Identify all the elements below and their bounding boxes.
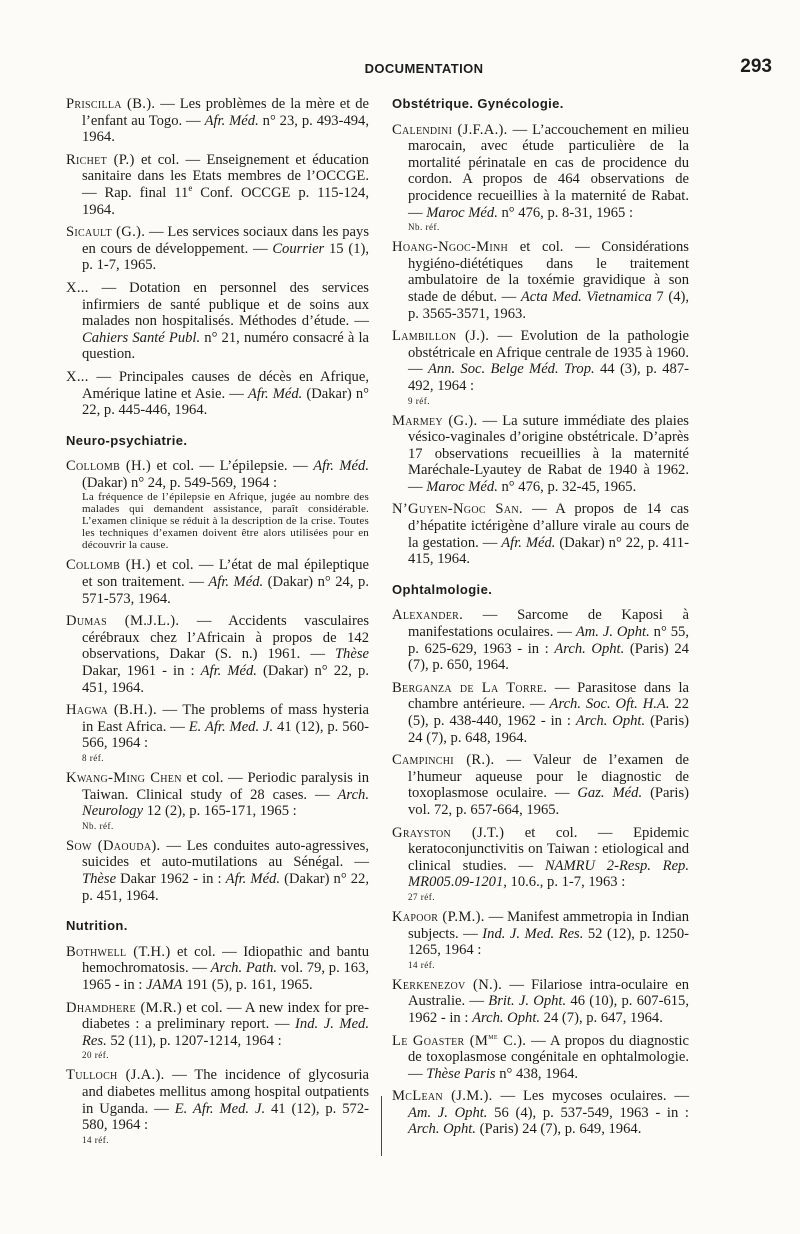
entry-text: — A propos du diagnostic de toxoplasmose congénitale en ophtalmologie. — [408,1032,689,1082]
entry-author: Alexander. [392,607,464,624]
entry-citation: Dakar, 1961 - in : [82,663,201,680]
entry-journal: Maroc Méd. [426,204,498,221]
bibliography-entry [66,1000,369,1062]
entry-text: et col. — Periodic paralysis in Taiwan. Clinical study of 28 cases. — [82,770,370,803]
entry-journal: Afr. Méd. [247,385,303,402]
bibliography-entry [392,413,689,496]
entry-text: — Les problèmes de la mère et de l’enfant au Togo. — [82,96,370,129]
bibliography-entry [66,770,369,832]
entry-journal: Ann. Soc. Belge Méd. Trop. [427,361,595,378]
entry-reference-count: 14 réf. [82,1134,109,1145]
entry-author: Lambillon (J.). [392,328,490,345]
entry-citation: 10.6., p. 1-7, 1963 : [506,874,626,891]
entry-text: — Manifest ammetropia in Indian subjects. — [408,908,689,942]
entry-reference-count: 27 réf. [408,891,435,902]
entry-author: Grayston (J.T.) [392,824,505,841]
entry-journal: Thèse [334,646,369,663]
entry-text: et col. — L’état de mal épileptique et son traitement. — [82,557,369,591]
entry-text: — Sarcome de Kaposi à manifestations oculaires. — [408,607,689,641]
bibliography-entry [392,909,689,971]
entry-text: — Les mycoses oculaires. — [492,1088,689,1105]
entry-text: — The incidence of glycosuria and diabetes mellitus among hospital outpatients in Uganda. — [82,1067,369,1117]
entry-citation: vol. 79, p. 163, 1965 - in : [82,960,369,993]
bibliography-entry [392,239,689,322]
bibliography-entry [392,680,689,746]
entry-citation: (Dakar) n° 22, p. 445-446, 1964. [82,385,369,419]
entry-citation: n° 23, p. 493-494, 1964. [82,112,369,146]
entry-journal: Gaz. Méd. [577,785,643,802]
section-title-neuro: Neuro-psychiatrie. [66,432,188,448]
section-title-obstetrique: Obstétrique. Gynécologie. [392,96,564,111]
entry-reference-count: 20 réf. [82,1050,109,1061]
entry-text: et col. — Considérations hygiéno-diététiques dans le traitement ambulatoire de la toxémie gravidique à son stade de début. — [408,239,689,305]
entry-citation: n° 476, p. 32-45, 1965. [497,478,637,495]
left-column [66,96,369,1152]
entry-citation-secondary: (Paris) 24 (7), p. 649, 1964. [475,1121,642,1138]
entry-citation: n° 438, 1964. [495,1065,579,1082]
entry-text: — Accidents vasculaires cérébraux chez l’Africain à propos de 142 observations, Dakar (S. n.) 1961. — [82,613,370,663]
bibliography-entry [66,838,369,904]
entry-author: Dhamdhere (M.R.) [66,999,183,1016]
entry-text: — A propos de 14 cas d’hépatite ictérigène d’allure virale au cours de la gestation. — [408,501,689,551]
entry-citation-secondary: 191 (5), p. 161, 1965. [182,976,313,993]
entry-journal-secondary: Afr. Méd. [200,663,257,680]
entry-journal: Afr. Méd. [501,534,556,551]
entry-citation: 41 (12), p. 560-566, 1964 : [82,718,369,752]
entry-author: Kerkenezov (N.). [392,976,503,993]
entry-text: et col. — L’épilepsie. — [150,458,314,475]
entry-citation: Conf. OCCGE p. 115-124, 1964. [82,184,369,218]
entry-citation: 46 (10), p. 607-615, 1962 - in : [408,993,689,1026]
entry-text: et col. — Enseignement et éducation sanitaire dans les Etats membres de l’OCCGE. — Rap. final 11 [82,151,369,201]
entry-text: et col. — A new index for pre-diabetes : a preliminary report. — [82,999,369,1033]
entry-text: — Principales causes de décès en Afrique, Amérique latine et Asie. — [82,368,369,402]
entry-journal: NAMRU 2-Resp. Rep. MR005.09-1201, [408,857,689,891]
entry-author: Kwang-Ming Chen [66,770,182,786]
entry-author: McLean (J.M.). [392,1088,493,1105]
entry-journal: E. Afr. Med. J. [188,718,274,735]
bibliography-entry [66,224,369,274]
entry-citation: Dakar 1962 - in : [116,870,226,887]
section-title-nutrition: Nutrition. [66,918,128,934]
entry-journal: Brit. J. Opht. [488,993,567,1010]
entry-journal: Maroc Méd. [426,478,498,495]
entry-author: Hoang-Ngoc-Minh [392,239,509,256]
entry-author: X... [66,279,89,296]
entry-text: — Valeur de l’examen de l’humeur aqueuse pour le diagnostic de toxoplasmose oculaire. — [408,752,689,802]
entry-reference-count: 9 réf. [408,395,430,406]
entry-journal: Afr. Méd. [208,574,264,591]
bibliography-entry [392,328,689,406]
entry-text: — Dotation en personnel des services infirmiers de santé publique et de soins aux malades non hospitalisés. Méthodes d’étude. — [82,279,369,330]
entry-reference-count: Nb. réf. [408,222,440,233]
bibliography-entry [392,1030,689,1083]
entry-journal: Afr. Méd. [204,112,259,129]
entry-abstract: La fréquence de l’épilepsie en Afrique, jugée au nombre des malades qui demandent assistance, paraît considérable. L’examen clinique se réduit à la description de la crise. Toutes les techniques d’examen doivent être alors utilisées pour en découvrir la cause. [82,491,369,552]
entry-citation: n° 55, p. 625-629, 1963 - in : [408,624,689,657]
entry-citation: 52 (12), p. 1250-1265, 1964 : [408,925,689,959]
entry-citation: n° 476, p. 8-31, 1965 : [497,204,633,221]
entry-text: — Les services sociaux dans les pays en cours de développement. — [82,224,369,257]
page-number: 293 [740,56,772,77]
entry-journal: Am. J. Opht. [575,624,650,641]
entry-journal: Ind. J. Med. Res. [82,1016,370,1049]
entry-author: Bothwell (T.H.) [66,943,171,960]
entry-superscript: e [188,183,193,194]
bibliography-entry [392,825,689,903]
entry-citation: n° 21, numéro consacré à la question. [82,329,369,363]
entry-citation: (Dakar) n° 22, p. 411-415, 1964. [408,534,689,568]
bibliography-entry [66,280,369,363]
entry-citation: 41 (12), p. 572-580, 1964 : [82,1100,369,1134]
entry-citation-secondary: (Paris) 24 (7), p. 650, 1964. [408,640,689,674]
entry-author: Collomb (H.) [66,557,151,574]
entry-journal: Am. J. Opht. [408,1104,488,1121]
entry-citation: 7 (4), p. 3565-3571, 1963. [408,288,689,322]
entry-citation-secondary: (Dakar) n° 22, p. 451, 1964. [82,870,369,904]
entry-journal: Acta Med. Vietnamica [520,288,652,305]
entry-author: Berganza de La Torre. [392,679,548,696]
entry-journal: E. Afr. Med. J. [174,1100,266,1117]
entry-text: — Evolution de la pathologie obstétricale en Afrique centrale de 1935 à 1960. — [408,328,689,378]
bibliography-entry [66,944,369,994]
bibliography-entry [392,977,689,1027]
entry-text: — La suture immédiate des plaies vésico-vaginales d’origine obstétricale. D’après 17 observations recueillies à la maternité Maréchale-Lyautey de Rabat de 1940 à 1962. — [408,412,689,495]
entry-citation-secondary: (Paris) 24 (7), p. 648, 1964. [408,713,689,746]
entry-journal-secondary: Arch. Opht. [472,1009,541,1026]
entry-reference-count: 14 réf. [408,959,435,970]
entry-text: — Parasitose dans la chambre antérieure. — [408,679,689,713]
section-title-ophtalmologie: Ophtalmologie. [392,581,493,597]
entry-journal: Thèse Paris [426,1065,496,1082]
right-column [392,96,689,1144]
entry-journal: Arch. Neurology [82,786,369,820]
bibliography-entry [392,122,689,234]
entry-journal: Cahiers Santé Publ. [82,329,201,346]
bibliography-entry [66,613,369,696]
entry-author: Priscilla (B.). [66,96,156,112]
entry-citation: 12 (2), p. 165-171, 1965 : [143,803,297,820]
entry-text: — L’accouchement en milieu marocain, avec étude particulière de la mortalité périnatale en cas de procidence du cordon. A propos de 464 observations de procidence recueillies à la maternité de Rabat. — [408,121,689,221]
bibliography-entry [66,96,369,146]
entry-citation: 15 (1), p. 1-7, 1965. [82,240,369,274]
entry-author: Dumas (M.J.L.). [66,613,180,630]
entry-author-end: C.). [497,1032,527,1049]
bibliography-entry [392,752,689,818]
entry-journal: Arch. Path. [210,960,278,977]
entry-citation-secondary: 24 (7), p. 647, 1964. [540,1009,663,1026]
entry-author-superscript: me [488,1030,498,1041]
entry-reference-count: Nb. réf. [82,820,114,831]
entry-citation: (Dakar) n° 24, p. 571-573, 1964. [82,574,369,607]
entry-journal: Ind. J. Med. Res. [482,925,584,942]
entry-author: X... [66,368,89,385]
running-header [66,56,782,82]
bibliography-entry [392,607,689,673]
entry-reference-count: 8 réf. [82,753,104,763]
entry-citation: (Dakar) n° 24, p. 549-569, 1964 : [82,474,278,491]
entry-author: Calendini (J.F.A.). [392,121,508,138]
column-divider [381,1096,382,1156]
entry-citation: 22 (5), p. 438-440, 1962 - in : [408,696,689,729]
entry-journal: Arch. Soc. Oft. H.A. [549,696,670,713]
bibliography-entry [66,702,369,764]
bibliography-entry [66,557,369,607]
entry-author: N’Guyen-Ngoc San. [392,501,523,518]
entry-journal: Afr. Méd. [313,458,369,475]
entry-author: Sow (Daouda). [66,837,161,854]
bibliography-entry [392,1088,689,1138]
entry-author: Sicault (G.). [66,224,146,241]
entry-author: Kapoor (P.M.). [392,908,485,925]
entry-author: Marmey (G.). [392,412,478,429]
entry-author: Collomb (H.) [66,458,151,475]
entry-citation: (Paris) vol. 72, p. 657-664, 1965. [408,785,689,818]
entry-journal: Courrier [272,240,325,257]
entry-text: et col. — Idiopathic and bantu hemochromatosis. — [82,943,369,977]
entry-author: Tulloch (J.A.). [66,1067,165,1084]
bibliography-entry [66,458,369,551]
entry-citation: 56 (4), p. 537-549, 1963 - in : [487,1104,689,1121]
entry-text: — Les conduites auto-agressives, suicides et auto-mutilations au Sénégal. — [82,837,369,871]
bibliography-entry [66,1067,369,1145]
running-title: DOCUMENTATION [364,61,484,76]
entry-journal-secondary: Arch. Opht. [554,640,625,657]
entry-journal: Thèse [82,870,117,887]
entry-citation: 52 (11), p. 1207-1214, 1964 : [106,1032,282,1049]
entry-journal-secondary: Afr. Méd. [225,870,280,887]
entry-journal-secondary: Arch. Opht. [408,1121,476,1138]
entry-author: Richet (P.) [66,151,135,168]
entry-text: et col. — Epidemic keratoconjunctivitis on Taiwan : etiological and clinical studies. — [408,824,689,874]
entry-citation: 44 (3), p. 487-492, 1964 : [408,361,689,394]
entry-author: Campinchi (R.). [392,752,495,769]
entry-author: Le Goaster (M [392,1032,489,1049]
entry-author: Hagwa (B.H.). [66,702,157,719]
entry-journal-secondary: Arch. Opht. [575,713,646,729]
bibliography-entry [66,369,369,419]
entry-text: — Filariose intra-oculaire en Australie. — [408,976,689,1010]
bibliography-entry [392,501,689,567]
entry-citation-secondary: (Dakar) n° 22, p. 451, 1964. [82,663,369,696]
bibliography-entry [66,152,369,218]
entry-text: — The problems of mass hysteria in East Africa. — [82,702,370,735]
entry-journal-secondary: JAMA [146,976,183,993]
